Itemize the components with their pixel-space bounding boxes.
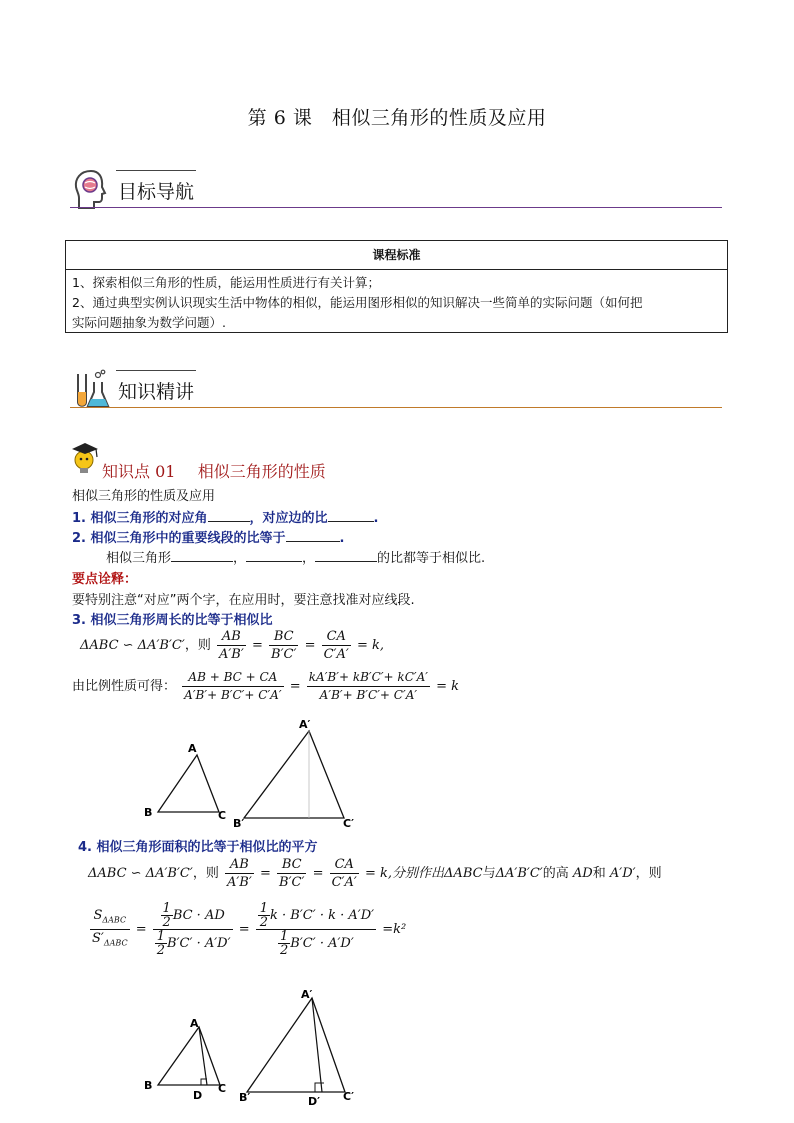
section-goal — [70, 166, 722, 214]
area1-numerator-text: BC · AD — [172, 908, 225, 923]
note-label: 要点诠释： — [72, 572, 138, 587]
blank — [286, 529, 340, 542]
equals-k: = k — [436, 679, 460, 694]
fraction-ab — [217, 628, 246, 663]
then-text: ，则 — [184, 638, 211, 653]
right-angle-mark — [315, 1083, 324, 1092]
label-a: A — [188, 742, 197, 755]
equals-k-text: = k,分别作出 — [365, 866, 445, 881]
fraction-bc — [269, 628, 298, 663]
s-symbol: S — [93, 908, 103, 924]
height-ad: AD — [572, 866, 593, 881]
numerator: BC — [277, 856, 306, 874]
area2-numerator-text: k · B′C′ · k · A′D′ — [270, 908, 375, 923]
standard-line-2: 2、通过典型实例认识现实生活中物体的相似，能运用图形相似的知识解决一些简单的实际问题（如何把 — [72, 295, 643, 310]
fraction-ca — [330, 856, 359, 891]
s-prime-symbol: S′ — [92, 931, 104, 946]
label-a: A — [190, 1017, 199, 1030]
height-ad — [199, 1027, 207, 1085]
label-d-prime: D′ — [308, 1095, 321, 1108]
section-goal-underline — [70, 207, 722, 208]
denominator: A′B′+ B′C′+ C′A′ — [319, 688, 418, 702]
half-den: 2 — [156, 943, 166, 958]
formula-perimeter: 由比例性质可得： $\frac{AB + BC + CA}{A'B'+ B'C'+ C'A'}$ = $\frac{kA'B'+ kB'C'+ kC'A'}{A'B'+ B'C'+ C'A'}$ = k — [72, 670, 460, 702]
property-2-text-a: 2. 相似三角形中的重要线段的比等于 — [72, 531, 286, 546]
note-text: 要特别注意“对应”两个字，在应用时，要注意找准对应线段. — [72, 593, 415, 608]
blank — [208, 509, 250, 522]
s-subscript: ΔABC — [102, 916, 127, 925]
heights-text: 的高 — [542, 866, 569, 881]
denominator — [90, 930, 130, 952]
triangle-abc-name: ΔABC — [444, 866, 483, 881]
similar-triangles-figure — [135, 715, 365, 835]
half — [258, 902, 270, 929]
numerator: AB — [225, 856, 254, 874]
triangles-with-heights-figure — [135, 985, 375, 1110]
fraction-area-1 — [153, 902, 233, 957]
property-2-detail-a: 相似三角形 — [106, 551, 172, 566]
and-text: 与 — [482, 866, 496, 881]
denominator — [153, 930, 233, 957]
half-den: 2 — [162, 915, 171, 930]
page-title: 第 6 课 相似三角形的性质及应用 — [247, 107, 547, 129]
kp01-title — [102, 459, 326, 482]
numerator: AB + BC + CA — [182, 669, 283, 687]
numerator — [256, 902, 376, 930]
section-knowledge — [70, 366, 722, 414]
section-goal-topline — [116, 170, 196, 171]
fraction-ab — [225, 856, 254, 891]
equals-k-squared: =k² — [382, 922, 407, 937]
label-c-prime: C′ — [343, 817, 354, 830]
denominator — [256, 930, 376, 957]
numerator: CA — [322, 628, 351, 646]
kp01-number: 知识点 01 — [102, 462, 176, 481]
label-c-prime: C′ — [343, 1090, 354, 1103]
denominator: A′B′ — [226, 875, 252, 890]
property-2-text-b: . — [339, 531, 345, 546]
half-den: 2 — [280, 943, 289, 958]
area1-denominator-text: B′C′ · A′D′ — [167, 936, 231, 951]
numerator: AB — [217, 628, 246, 646]
section-goal-title: 目标导航 — [118, 181, 195, 203]
fraction-bc — [277, 856, 306, 891]
property-2-detail — [106, 547, 485, 566]
graduate-bulb-icon — [70, 440, 104, 476]
fraction-perimeter — [182, 669, 283, 704]
half-num: 1 — [156, 929, 166, 944]
property-1-text-b: ，对应边的比 — [249, 511, 328, 526]
half-num: 1 — [162, 901, 171, 916]
section-knowledge-title: 知识精讲 — [118, 381, 195, 403]
half-num: 1 — [280, 929, 289, 944]
label-b-prime: B′ — [239, 1091, 251, 1104]
denominator: C′A′ — [331, 875, 357, 890]
label-c: C — [218, 809, 227, 822]
triangle-abc — [158, 755, 219, 812]
label-b: B — [144, 806, 153, 819]
kp01-name: 相似三角形的性质 — [197, 462, 326, 481]
s-prime-subscript: ΔABC — [103, 938, 128, 948]
standard-line-1: 1、探索相似三角形的性质，能运用性质进行有关计算； — [72, 275, 380, 290]
half — [161, 902, 173, 929]
section-knowledge-underline — [70, 407, 722, 408]
numerator — [153, 902, 233, 930]
numerator: kA′B′+ kB′C′+ kC′A′ — [307, 669, 430, 687]
property-1 — [72, 507, 378, 526]
numerator: CA — [330, 856, 359, 874]
property-2-detail-b: 的比都等于相似比. — [377, 551, 486, 566]
and-text-2: 和 — [592, 866, 606, 881]
property-1-text-a: 1. 相似三角形的对应角 — [72, 511, 208, 526]
blank — [171, 549, 233, 562]
head-brain-icon — [72, 168, 110, 210]
by-ratio-text: 由比例性质可得： — [72, 679, 177, 694]
lab-flask-icon — [72, 368, 110, 410]
half — [278, 930, 290, 957]
label-a-prime: A′ — [299, 718, 311, 731]
fraction-perimeter-k — [307, 669, 430, 704]
fraction-area-ratio — [90, 907, 130, 951]
property-3: 3. 相似三角形周长的比等于相似比 — [72, 613, 273, 628]
numerator — [90, 907, 130, 930]
denominator: A′B′+ B′C′+ C′A′ — [184, 688, 282, 702]
label-c: C — [218, 1082, 227, 1095]
curriculum-standard-box — [65, 240, 728, 333]
standard-line-3: 实际问题抽象为数学问题）. — [72, 315, 226, 330]
comma: ， — [233, 551, 247, 566]
then-text: ，则 — [192, 866, 219, 881]
numerator: BC — [269, 628, 298, 646]
area2-denominator-text: B′C′ · A′D′ — [290, 936, 354, 951]
triangle-a1b1c1-name: ΔA′B′C′ — [495, 866, 543, 881]
equals-k: = k, — [357, 638, 385, 653]
label-a-prime: A′ — [301, 988, 313, 1001]
blank — [328, 509, 374, 522]
fraction-ca — [322, 628, 351, 663]
intro-line: 相似三角形的性质及应用 — [72, 489, 216, 504]
half-num: 1 — [259, 901, 269, 916]
denominator: B′C′ — [271, 647, 297, 662]
formula-area: $\frac{S_{\Delta ABC}}{S'_{\Delta ABC}}$ = $\frac{1}{2}$ BC · AD $\frac{1}{2}$ B′C′ · A′D′ = $\frac{1}{2}$ k · B′C′ · k · A′D′ $\frac{1}{2}$ B′C′ · A′D′ =k² — [92, 901, 407, 958]
triangle-abc — [158, 1027, 220, 1085]
label-b: B — [144, 1079, 153, 1092]
triangle-a1b1c1 — [244, 731, 344, 818]
height-a1d1: A′D′ — [609, 866, 636, 881]
section-knowledge-topline — [116, 370, 196, 371]
similar-statement: ΔABC ∽ ΔA′B′C′ — [80, 638, 185, 653]
formula-3: ΔABC ∽ ΔA′B′C′，则 $\frac{AB}{A'B'}$ = $\frac{BC}{B'C'}$ = $\frac{CA}{C'A'}$ = k, — [80, 629, 385, 662]
blank — [315, 549, 377, 562]
denominator: A′B′ — [218, 647, 244, 662]
similar-statement: ΔABC ∽ ΔA′B′C′ — [88, 866, 193, 881]
blank — [246, 549, 302, 562]
comma: ， — [302, 551, 316, 566]
end-text: ，则 — [635, 866, 662, 881]
half — [155, 930, 167, 957]
denominator: C′A′ — [323, 647, 349, 662]
fraction-area-2 — [256, 902, 376, 957]
label-d: D — [193, 1089, 203, 1102]
denominator: B′C′ — [279, 875, 305, 890]
half-den: 2 — [259, 915, 269, 930]
formula-4: ΔABC ∽ ΔA′B′C′，则 $\frac{AB}{A'B'}$ = $\frac{BC}{B'C'}$ = $\frac{CA}{C'A'}$ = k,分别作出ΔABC与ΔA′B′C′的高 AD和 A′D′，则 — [88, 857, 662, 890]
property-4: 4. 相似三角形面积的比等于相似比的平方 — [78, 840, 318, 855]
triangle-a1b1c1 — [247, 998, 345, 1092]
property-2 — [72, 527, 344, 546]
box-header: 课程标准 — [66, 241, 727, 270]
label-b-prime: B′ — [233, 817, 245, 830]
property-1-text-c: . — [373, 511, 379, 526]
